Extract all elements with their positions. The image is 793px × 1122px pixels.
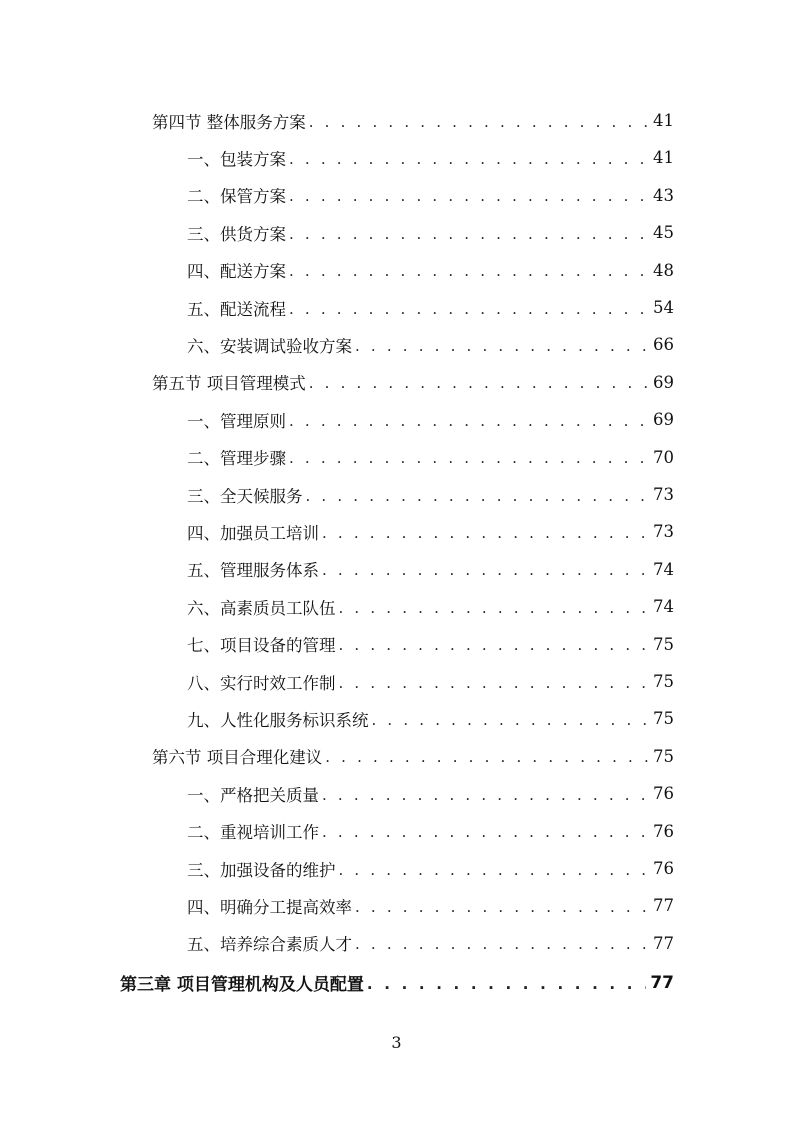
toc-entry-item[interactable] [187,775,674,812]
toc-entry-label: 七、项目设备的管理 [187,636,336,656]
toc-leader-dots [367,975,646,993]
toc-leader-dots [322,823,649,841]
toc-leader-dots [289,449,649,467]
toc-leader-dots [309,374,649,392]
toc-entry-item[interactable] [187,813,674,850]
toc-entry-item[interactable] [187,513,674,550]
toc-entry-section[interactable] [152,102,674,139]
toc-entry-label: 六、安装调试验收方案 [187,336,352,356]
toc-entry-label: 八、实行时效工作制 [187,673,336,693]
toc-entry-item[interactable] [187,214,674,251]
toc-entry-page: 74 [653,597,674,617]
toc-entry-page: 76 [653,859,674,878]
toc-entry-page: 77 [653,933,674,953]
toc-entry-label: 第六节 项目合理化建议 [152,748,323,768]
toc-entry-item[interactable] [187,476,674,513]
toc-entry-label: 第三章 项目管理机构及人员配置 [120,975,364,996]
toc-entry-item[interactable] [187,289,674,326]
toc-entry-label: 九、人性化服务标识系统 [187,710,369,730]
toc-leader-dots [289,150,649,168]
toc-entry-label: 五、配送流程 [187,299,286,319]
toc-entry-item[interactable] [187,850,674,887]
toc-entry-label: 四、加强员工培训 [187,523,319,543]
toc-leader-dots [355,898,649,916]
toc-entry-label: 二、保管方案 [187,187,286,207]
toc-entry-page: 69 [653,372,674,392]
toc-entry-page: 76 [653,821,674,841]
toc-entry-label: 四、配送方案 [187,262,286,282]
toc-entry-label: 二、重视培训工作 [187,823,319,843]
toc-entry-page: 77 [650,972,674,993]
toc-entry-chapter[interactable] [120,964,674,1001]
toc-entry-label: 三、全天候服务 [187,486,303,506]
toc-leader-dots [372,711,650,729]
toc-entry-page: 73 [653,485,674,504]
toc-entry-item[interactable] [187,326,674,363]
toc-entry-label: 一、管理原则 [187,411,286,431]
toc-entry-page: 75 [653,746,674,766]
toc-leader-dots [289,300,649,318]
toc-entry-label: 第五节 项目管理模式 [152,374,306,394]
toc-entry-page: 75 [653,709,674,729]
toc-leader-dots [325,748,649,766]
toc-entry-label: 二、管理步骤 [187,449,286,469]
toc-leader-dots [339,599,650,617]
toc-entry-label: 六、高素质员工队伍 [187,598,336,618]
toc-entry-section[interactable] [152,364,674,401]
toc-entry-item[interactable] [187,588,674,625]
toc-entry-page: 70 [653,447,674,467]
toc-entry-page: 77 [653,896,674,916]
toc-entry-label: 一、严格把关质量 [187,785,319,805]
toc-leader-dots [339,674,650,692]
page-number: 3 [391,1033,402,1052]
toc-entry-page: 76 [653,784,674,804]
toc-entry-page: 41 [653,111,674,130]
toc-entry-item[interactable] [187,663,674,700]
toc-entry-page: 43 [653,185,674,205]
toc-leader-dots [322,786,649,804]
toc-entry-page: 48 [653,260,674,280]
toc-leader-dots [339,636,650,654]
toc-entry-page: 73 [653,522,674,542]
toc-entry-item[interactable] [187,401,674,438]
toc-entry-page: 75 [653,672,674,691]
toc-leader-dots [309,113,649,131]
toc-leader-dots [322,524,649,542]
toc-entry-item[interactable] [187,925,674,962]
toc-entry-item[interactable] [187,887,674,924]
toc-leader-dots [306,487,650,505]
toc-entry-label: 第四节 整体服务方案 [152,112,306,132]
toc-leader-dots [339,861,650,879]
toc-entry-item[interactable] [187,551,674,588]
toc-entry-label: 五、培养综合素质人才 [187,935,352,955]
toc-leader-dots [355,935,649,953]
toc-entry-page: 69 [653,410,674,430]
toc-entry-label: 一、包装方案 [187,149,286,169]
toc-leader-dots [289,262,649,280]
toc-entry-label: 三、供货方案 [187,224,286,244]
toc-entry-page: 41 [653,148,674,168]
toc-entry-section[interactable] [152,738,674,775]
toc-entry-label: 四、明确分工提高效率 [187,897,352,917]
toc-entry-item[interactable] [187,177,674,214]
toc-entry-item[interactable] [187,252,674,289]
toc-leader-dots [289,412,649,430]
toc-entry-item[interactable] [187,139,674,176]
toc-entry-item[interactable] [187,626,674,663]
toc-entry-page: 66 [653,335,674,355]
toc-leader-dots [322,561,649,579]
toc-entry-label: 五、管理服务体系 [187,561,319,581]
toc-entry-page: 54 [653,298,674,317]
toc-entry-page: 75 [653,634,674,654]
toc-leader-dots [289,225,649,243]
toc-entry-item[interactable] [187,439,674,476]
toc-entry-label: 三、加强设备的维护 [187,860,336,880]
toc-entry-item[interactable] [187,700,674,737]
toc-entry-page: 74 [653,559,674,579]
toc-leader-dots [289,187,649,205]
toc-leader-dots [355,337,649,355]
toc-entry-page: 45 [653,223,674,243]
